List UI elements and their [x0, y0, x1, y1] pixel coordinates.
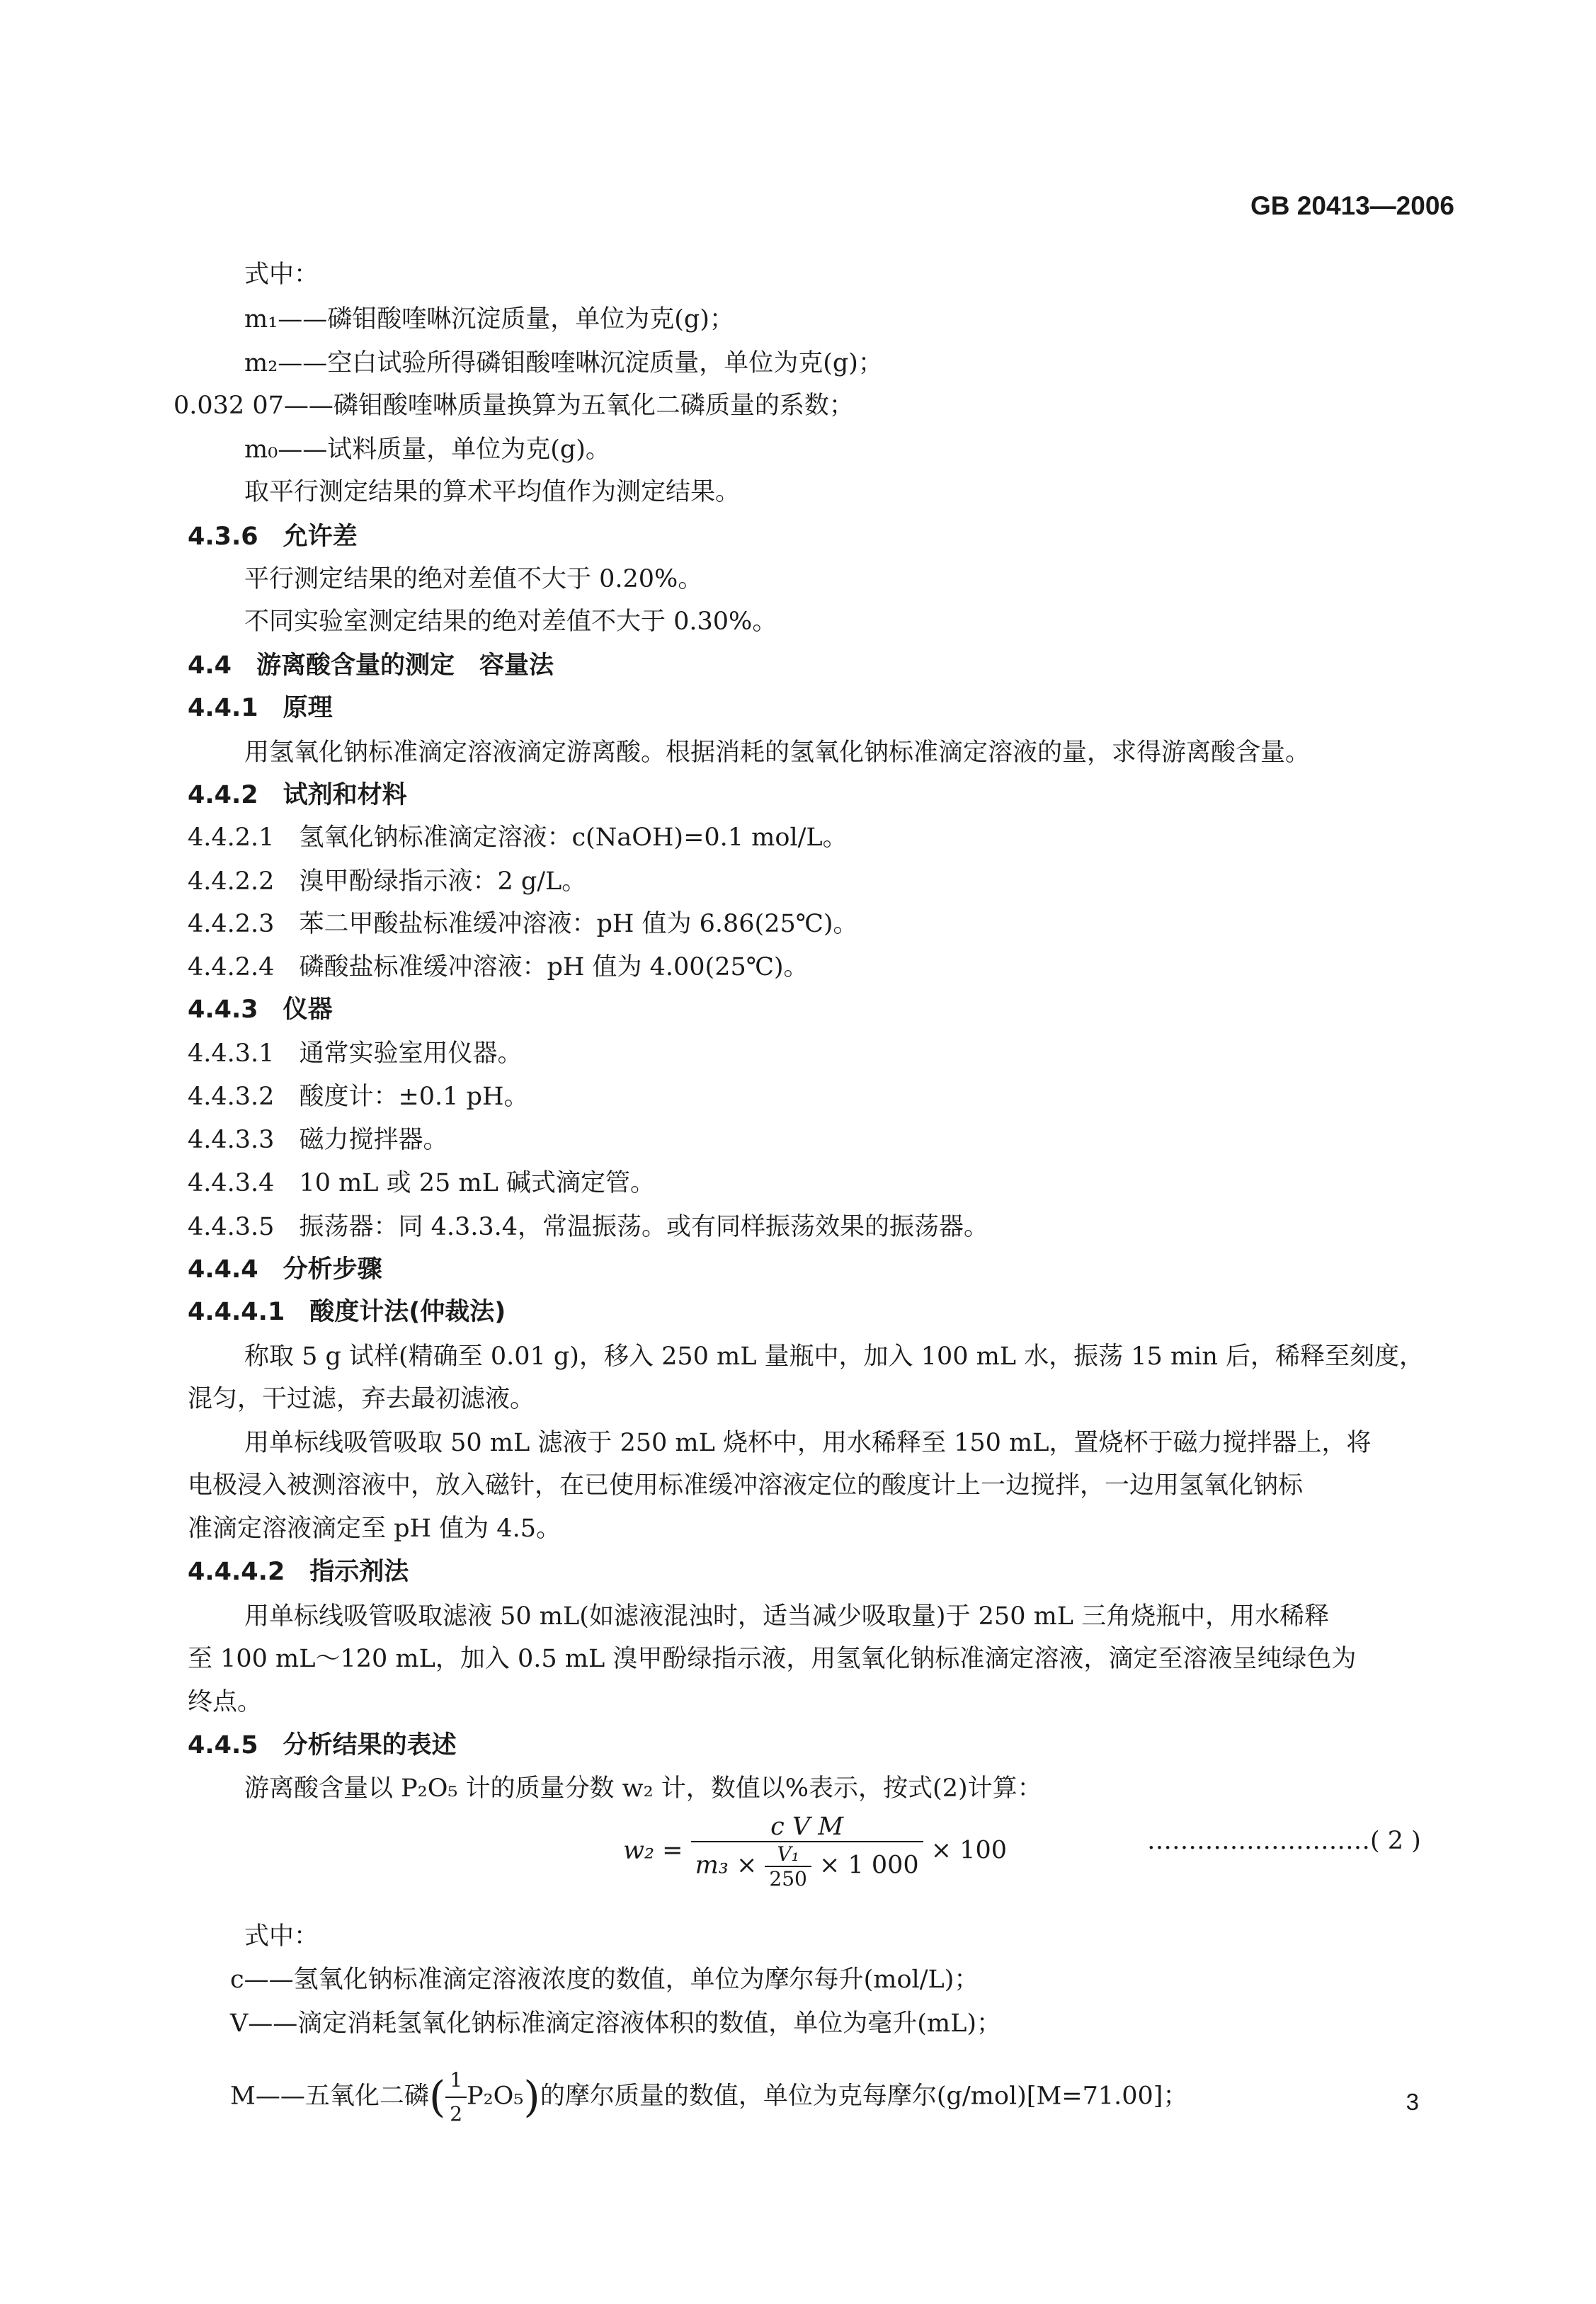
text-line: 混匀，干过滤，弃去最初滤液。 — [188, 1385, 535, 1413]
standard-number: GB 20413—2006 — [1250, 191, 1454, 220]
text-line: 4.4.3.3 磁力搅拌器。 — [188, 1126, 448, 1154]
text-line: m₀——试料质量，单位为克(g)。 — [244, 435, 610, 464]
section-heading: 4.4.1 原理 — [188, 694, 333, 722]
formula-inner-fraction — [765, 1842, 811, 1890]
formula-denom-left: m₃ × — [695, 1851, 758, 1880]
formula-2 — [623, 1813, 1007, 1890]
text-line: 至 100 mL～120 mL，加入 0.5 mL 溴甲酚绿指示液，用氢氧化钠标准滴定溶液，滴定至溶液呈纯绿色为 — [188, 1645, 1357, 1673]
text-line: 4.4.2.3 苯二甲酸盐标准缓冲溶液：pH 值为 6.86(25℃)。 — [188, 910, 858, 938]
formula-inner-den: 250 — [769, 1867, 807, 1890]
text-line: 用单标线吸管吸取滤液 50 mL(如滤液混浊时，适当减少吸取量)于 250 mL 三角烧瓶中，用水稀释 — [244, 1602, 1330, 1631]
text-line: 平行测定结果的绝对差值不大于 0.20%。 — [244, 565, 703, 593]
section-heading: 4.3.6 允许差 — [188, 523, 358, 551]
text-line: c——氢氧化钠标准滴定溶液浓度的数值，单位为摩尔每升(mol/L)； — [230, 1966, 979, 1994]
molar-mass-text: 的摩尔质量的数值，单位为克每摩尔(g/mol)[M=71.00]； — [540, 2082, 1188, 2111]
text-line: 4.4.2.4 磷酸盐标准缓冲溶液：pH 值为 4.00(25℃)。 — [188, 953, 809, 981]
formula-fraction — [691, 1813, 923, 1890]
equation-number: ………………………( 2 ) — [1147, 1827, 1421, 1855]
text-line: 终点。 — [188, 1688, 263, 1716]
section-heading: 4.4.4.2 指示剂法 — [188, 1558, 409, 1586]
text-line: 式中： — [244, 1922, 319, 1951]
formula-lhs: w₂ = — [623, 1836, 683, 1865]
section-heading: 4.4.4.1 酸度计法(仲裁法) — [188, 1298, 506, 1326]
formula-denominator — [691, 1842, 923, 1890]
section-heading: 4.4.4 分析步骤 — [188, 1255, 382, 1284]
section-heading: 4.4.5 分析结果的表述 — [188, 1731, 457, 1760]
formula-denom-right: × 1 000 — [819, 1851, 919, 1880]
formula-inner-num: V₁ — [765, 1842, 811, 1867]
text-line: 取平行测定结果的算术平均值作为测定结果。 — [244, 478, 741, 506]
text-line: 4.4.2.2 溴甲酚绿指示液：2 g/L。 — [188, 867, 587, 896]
text-line: 4.4.3.5 振荡器：同 4.3.3.4，常温振荡。或有同样振荡效果的振荡器。 — [188, 1213, 989, 1241]
paren-close: ) — [523, 2072, 540, 2122]
text-line: 称取 5 g 试样(精确至 0.01 g)，移入 250 mL 量瓶中，加入 100 mL 水，振荡 15 min 后，稀释至刻度， — [244, 1342, 1425, 1371]
text-line: 不同实验室测定结果的绝对差值不大于 0.30%。 — [244, 608, 777, 636]
text-line: 4.4.3.2 酸度计：±0.1 pH。 — [188, 1083, 529, 1111]
half-den: 2 — [450, 2102, 463, 2126]
text-line: 4.4.2.1 氢氧化钠标准滴定溶液：c(NaOH)=0.1 mol/L。 — [188, 823, 848, 852]
text-line: 电极浸入被测溶液中，放入磁针，在已使用标准缓冲溶液定位的酸度计上一边搅拌，一边用氢氧化钠标 — [188, 1471, 1304, 1500]
half-fraction — [445, 2064, 467, 2131]
formula-numerator: c V M — [691, 1813, 923, 1842]
text-line: 0.032 07——磷钼酸喹啉质量换算为五氧化二磷质量的系数； — [173, 392, 854, 420]
text-line: 游离酸含量以 P₂O₅ 计的质量分数 w₂ 计，数值以%表示，按式(2)计算： — [244, 1774, 1042, 1803]
section-heading: 4.4 游离酸含量的测定 容量法 — [188, 651, 554, 680]
text-line: 用单标线吸管吸取 50 mL 滤液于 250 mL 烧杯中，用水稀释至 150 mL，置烧杯于磁力搅拌器上，将 — [244, 1429, 1372, 1457]
symbol-m-prefix: M——五氧化二磷 — [230, 2082, 429, 2111]
text-line: V——滴定消耗氢氧化钠标准滴定溶液体积的数值，单位为毫升(mL)； — [230, 2009, 1002, 2038]
text-line: 用氢氧化钠标准滴定溶液滴定游离酸。根据消耗的氢氧化钠标准滴定溶液的量，求得游离酸含量。 — [244, 738, 1311, 767]
section-heading: 4.4.2 试剂和材料 — [188, 781, 407, 809]
paren-open: ( — [428, 2072, 446, 2122]
text-line-molar-mass — [230, 2064, 1187, 2131]
page-number: 3 — [1406, 2089, 1419, 2115]
text-line: 4.4.3.4 10 mL 或 25 mL 碱式滴定管。 — [188, 1169, 656, 1197]
half-num: 1 — [445, 2064, 467, 2098]
text-line: 准滴定溶液滴定至 pH 值为 4.5。 — [188, 1515, 561, 1543]
text-line: 式中： — [244, 261, 319, 289]
text-line: m₂——空白试验所得磷钼酸喹啉沉淀质量，单位为克(g)； — [244, 349, 883, 377]
formula-times: × 100 — [930, 1836, 1008, 1865]
text-line: 4.4.3.1 通常实验室用仪器。 — [188, 1039, 523, 1068]
compound-formula: P₂O₅ — [467, 2082, 524, 2111]
section-heading: 4.4.3 仪器 — [188, 996, 333, 1024]
text-line: m₁——磷钼酸喹啉沉淀质量，单位为克(g)； — [244, 305, 734, 333]
